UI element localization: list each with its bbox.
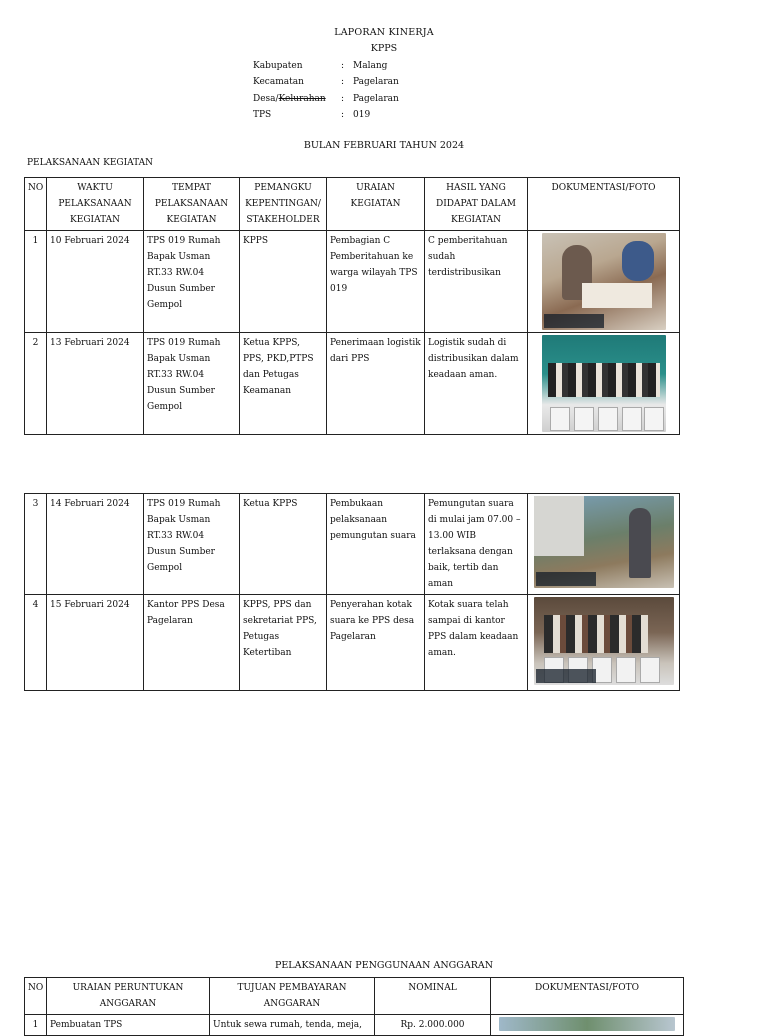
- column-header: URAIAN PERUNTUKAN ANGGARAN: [47, 978, 210, 1015]
- cell-stakeholder: KPPS, PPS dan sekretariat PPS, Petugas Ketertiban: [240, 595, 327, 691]
- column-header: NO: [25, 178, 47, 231]
- meta-value: Malang: [353, 61, 388, 71]
- column-header: TUJUAN PEMBAYARAN ANGGARAN: [210, 978, 375, 1015]
- column-header: HASIL YANG DIDAPAT DALAM KEGIATAN: [425, 178, 528, 231]
- cell-no: 1: [25, 231, 47, 333]
- documentation-photo: [542, 335, 666, 432]
- column-header: DOKUMENTASI/FOTO: [528, 178, 680, 231]
- cell-photo: [528, 595, 680, 691]
- cell-date: 10 Februari 2024: [47, 231, 144, 333]
- cell-description: Pembukaan pelaksanaan pemungutan suara: [327, 494, 425, 595]
- activities-table-continued: [24, 493, 680, 691]
- cell-place: Kantor PPS Desa Pagelaran: [144, 595, 240, 691]
- cell-stakeholder: KPPS: [240, 231, 327, 333]
- documentation-photo: [499, 1017, 675, 1031]
- cell-photo: [528, 231, 680, 333]
- cell-no: 3: [25, 494, 47, 595]
- table-row: [25, 333, 680, 435]
- cell-photo: [528, 494, 680, 595]
- meta-key: Kabupaten: [253, 61, 303, 71]
- meta-colon: :: [341, 93, 345, 104]
- meta-value: Pagelaran: [353, 93, 399, 104]
- table-row: [25, 494, 680, 595]
- column-header: WAKTU PELAKSANAAN KEGIATAN: [47, 178, 144, 231]
- cell-result: Logistik sudah di distribusikan dalam keadaan aman.: [425, 333, 528, 435]
- column-header: NOMINAL: [375, 978, 491, 1015]
- meta-value: Pagelaran: [353, 77, 399, 88]
- meta-key-kelurahan-struck: Kelurahan: [278, 93, 326, 104]
- cell-no: 1: [25, 1015, 47, 1036]
- meta-key: [253, 91, 341, 107]
- meta-key: TPS: [253, 109, 272, 120]
- activities-table: [24, 177, 680, 435]
- cell-purpose: Untuk sewa rumah, tenda, meja,: [210, 1015, 375, 1036]
- cell-description: Penyerahan kotak suara ke PPS desa Pagelaran: [327, 595, 425, 691]
- column-header: URAIAN KEGIATAN: [327, 178, 425, 231]
- cell-date: 14 Februari 2024: [47, 494, 144, 595]
- column-header: DOKUMENTASI/FOTO: [491, 978, 684, 1015]
- meta-colon: :: [341, 61, 345, 71]
- meta-value: 019: [353, 109, 371, 120]
- activities-section-title: PELAKSANAAN KEGIATAN: [27, 158, 154, 168]
- report-meta: [253, 58, 399, 123]
- table-row: [25, 595, 680, 691]
- cell-amount: Rp. 2.000.000: [375, 1015, 491, 1036]
- column-header: NO: [25, 978, 47, 1015]
- meta-kabupaten: [253, 58, 399, 74]
- budget-table: [24, 977, 684, 1036]
- documentation-photo: [534, 597, 674, 685]
- cell-place: TPS 019 Rumah Bapak Usman RT.33 RW.04 Dusun Sumber Gempol: [144, 333, 240, 435]
- report-period: BULAN FEBRUARI TAHUN 2024: [303, 140, 465, 151]
- cell-description: Penerimaan logistik dari PPS: [327, 333, 425, 435]
- column-header: PEMANGKU KEPENTINGAN/ STAKEHOLDER: [240, 178, 327, 231]
- table-header-row: [25, 178, 680, 231]
- cell-date: 15 Februari 2024: [47, 595, 144, 691]
- documentation-photo: [534, 496, 674, 588]
- meta-tps: [253, 107, 399, 123]
- table-row: [25, 231, 680, 333]
- cell-no: 2: [25, 333, 47, 435]
- cell-date: 13 Februari 2024: [47, 333, 144, 435]
- meta-key-desa: Desa/: [253, 93, 279, 104]
- cell-stakeholder: Ketua KPPS: [240, 494, 327, 595]
- report-subtitle: KPPS: [370, 43, 398, 54]
- meta-colon: :: [341, 109, 345, 120]
- cell-item: Pembuatan TPS: [47, 1015, 210, 1036]
- cell-photo: [491, 1015, 684, 1036]
- cell-photo: [528, 333, 680, 435]
- budget-section-title: PELAKSANAAN PENGGUNAAN ANGGARAN: [274, 960, 494, 971]
- meta-key: Kecamatan: [253, 77, 304, 88]
- cell-place: TPS 019 Rumah Bapak Usman RT.33 RW.04 Dusun Sumber Gempol: [144, 231, 240, 333]
- documentation-photo: [542, 233, 666, 330]
- meta-kecamatan: [253, 74, 399, 90]
- meta-desa: [253, 91, 399, 107]
- table-header-row: [25, 978, 684, 1015]
- column-header: TEMPAT PELAKSANAAN KEGIATAN: [144, 178, 240, 231]
- cell-place: TPS 019 Rumah Bapak Usman RT.33 RW.04 Dusun Sumber Gempol: [144, 494, 240, 595]
- meta-colon: :: [341, 77, 345, 88]
- cell-result: Kotak suara telah sampai di kantor PPS dalam keadaan aman.: [425, 595, 528, 691]
- cell-result: C pemberitahuan sudah terdistribusikan: [425, 231, 528, 333]
- cell-result: Pemungutan suara di mulai jam 07.00 – 13.00 WIB terlaksana dengan baik, tertib dan aman: [425, 494, 528, 595]
- report-title: LAPORAN KINERJA: [334, 27, 434, 38]
- cell-description: Pembagian C Pemberitahuan ke warga wilayah TPS 019: [327, 231, 425, 333]
- table-row: [25, 1015, 684, 1036]
- cell-no: 4: [25, 595, 47, 691]
- cell-stakeholder: Ketua KPPS, PPS, PKD,PTPS dan Petugas Keamanan: [240, 333, 327, 435]
